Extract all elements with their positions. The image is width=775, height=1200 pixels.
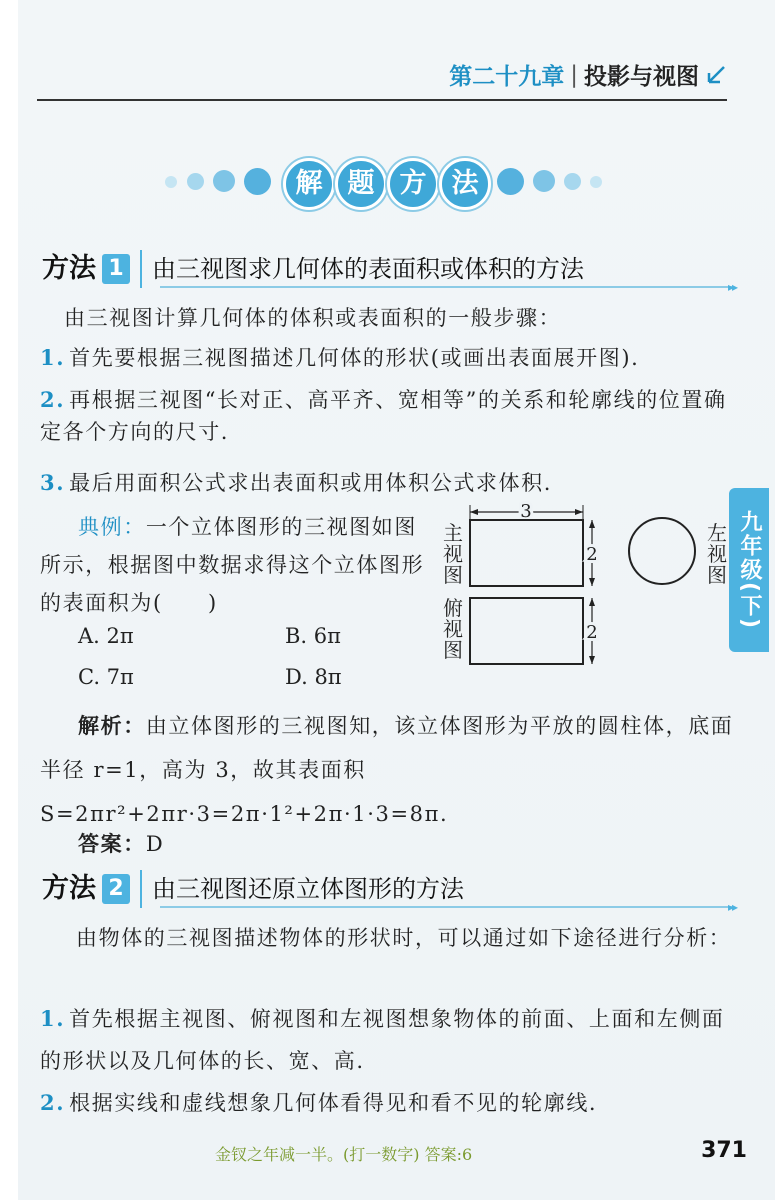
step-text: 根据实线和虚线想象几何体看得见和看不见的轮廓线. — [69, 1091, 598, 1115]
step-item — [40, 384, 742, 448]
page-number: 371 — [701, 1138, 747, 1163]
chapter-title: 投影与视图 — [584, 64, 699, 90]
method-2-intro: 由物体的三视图描述物体的形状时，可以通过如下途径进行分析： — [76, 926, 732, 950]
banner-dot — [187, 173, 204, 190]
footer-riddle: 金钗之年减一半。(打一数字) 答案:6 — [215, 1145, 473, 1164]
analysis — [40, 704, 742, 836]
example-label: 典例： — [78, 515, 146, 539]
arrow-head — [575, 509, 583, 515]
method-number-badge: 1 — [102, 254, 130, 284]
arrows-icon: ▸▸ — [727, 280, 736, 294]
banner-dot — [497, 168, 524, 195]
left-view-label: 左视图 — [707, 521, 727, 587]
page-edge — [0, 0, 18, 1200]
step-text: 首先要根据三视图描述几何体的形状(或画出表面展开图). — [69, 346, 640, 370]
step-number: 3. — [40, 470, 66, 495]
chapter-header — [449, 58, 727, 91]
option-d: D. 8π — [285, 665, 342, 689]
arrow-head — [470, 509, 478, 515]
heading-underline — [160, 286, 732, 288]
step-text: 首先根据主视图、俯视图和左视图想象物体的前面、上面和左侧面的形状以及几何体的长、宽、高. — [40, 1007, 725, 1073]
method-1-intro: 由三视图计算几何体的体积或表面积的一般步骤： — [64, 306, 562, 330]
banner-char: 题 — [335, 158, 387, 210]
arrow-head — [589, 656, 595, 664]
step-item — [40, 342, 740, 374]
grade-side-tab: 九年级(下) — [729, 488, 769, 652]
step-text: 最后用面积公式求出表面积或用体积公式求体积. — [69, 471, 552, 495]
banner-dot — [165, 176, 177, 188]
header-rule — [37, 99, 727, 101]
depth-value: 2 — [586, 622, 598, 643]
answer-value: D — [145, 832, 165, 856]
method-number-badge: 2 — [102, 874, 130, 904]
section-banner — [165, 158, 610, 206]
step-number: 2. — [40, 387, 66, 412]
step-item — [40, 1087, 740, 1119]
header-separator: | — [570, 61, 578, 88]
height-value: 2 — [586, 544, 598, 565]
method-title: 由三视图还原立体图形的方法 — [140, 870, 464, 908]
corner-arrow-icon — [705, 64, 727, 86]
top-view-rect — [470, 598, 583, 664]
three-view-figure — [465, 500, 705, 670]
banner-dot — [564, 173, 581, 190]
step-item — [40, 998, 740, 1082]
method-label: 方法 — [42, 873, 96, 904]
front-view-label: 主视图 — [443, 521, 463, 587]
banner-dot — [590, 176, 602, 188]
answer-label: 答案： — [78, 831, 146, 856]
option-b: B. 6π — [285, 624, 341, 648]
example-question — [40, 508, 432, 622]
method-1-heading — [42, 244, 736, 294]
arrow-head — [589, 520, 595, 528]
method-title: 由三视图求几何体的表面积或体积的方法 — [140, 250, 584, 288]
top-view-label: 俯视图 — [443, 596, 463, 662]
method-label: 方法 — [42, 253, 96, 284]
analysis-label: 解析： — [78, 713, 146, 738]
example-text: 一个立体图形的三视图如图所示，根据图中数据求得这个立体图形的表面积为( ) — [40, 515, 425, 615]
banner-dot — [244, 168, 271, 195]
option-c: C. 7π — [78, 665, 134, 689]
step-number: 1. — [40, 345, 66, 370]
method-2-heading — [42, 864, 736, 914]
left-view-circle — [629, 518, 695, 584]
step-text: 再根据三视图“长对正、高平齐、宽相等”的关系和轮廓线的位置确定各个方向的尺寸. — [40, 388, 727, 444]
banner-char: 解 — [283, 158, 335, 210]
width-value: 3 — [520, 501, 532, 522]
step-number: 2. — [40, 1090, 66, 1115]
analysis-text: 由立体图形的三视图知，该立体图形为平放的圆柱体，底面半径 r=1，高为 3，故其表面积 S=2πr²+2πr·3=2π·1²+2π·1·3=8π. — [40, 714, 734, 826]
front-view-rect — [470, 520, 583, 586]
step-number: 1. — [40, 1006, 66, 1031]
option-a: A. 2π — [78, 624, 134, 648]
banner-dot — [213, 170, 235, 192]
banner-char: 法 — [439, 158, 491, 210]
step-item — [40, 467, 740, 499]
chapter-number: 第二十九章 — [449, 64, 565, 90]
arrow-head — [589, 578, 595, 586]
heading-underline — [160, 906, 732, 908]
banner-dot — [533, 170, 555, 192]
banner-char: 方 — [387, 158, 439, 210]
answer — [78, 828, 775, 860]
arrow-head — [589, 598, 595, 606]
arrows-icon: ▸▸ — [727, 900, 736, 914]
